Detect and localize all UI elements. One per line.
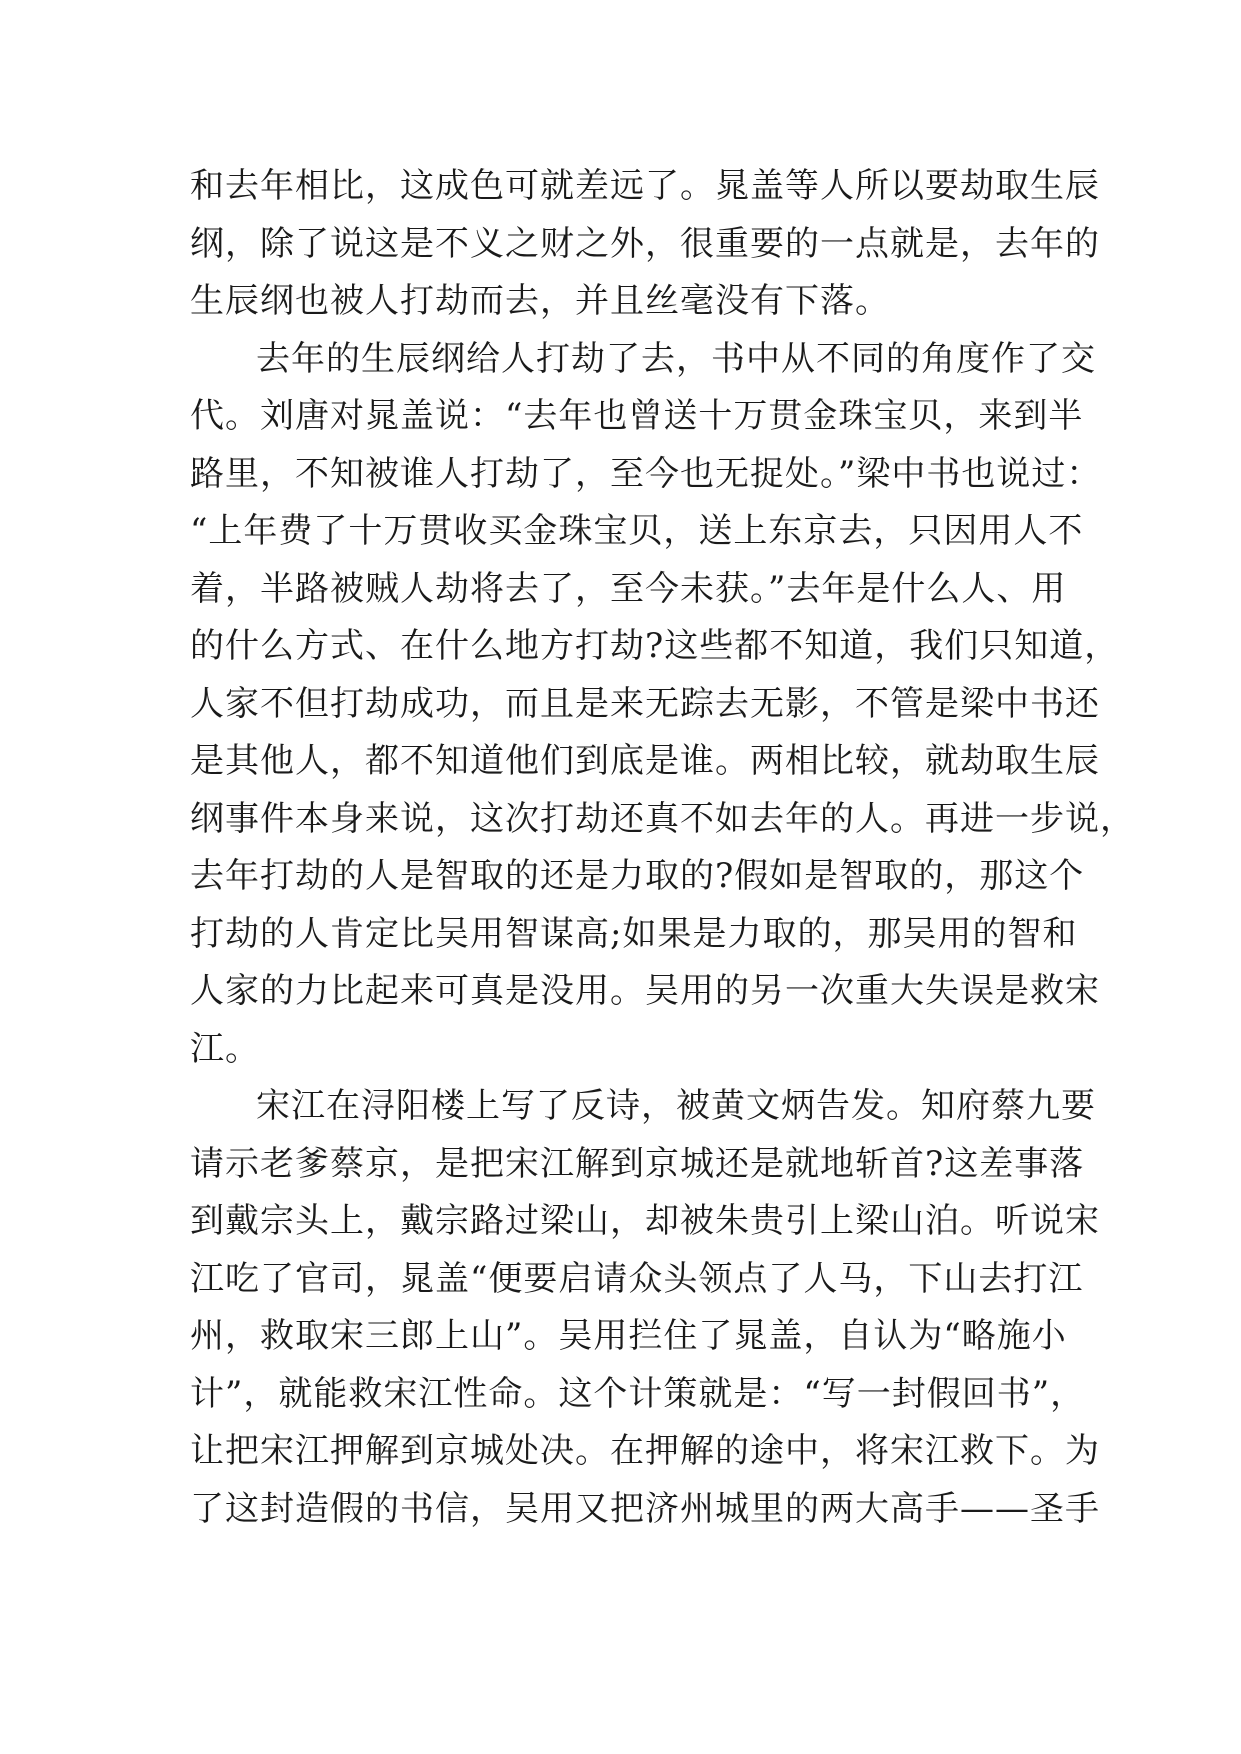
text-line: 去年的生辰纲给人打劫了去，书中从不同的角度作了交 (256, 338, 1096, 379)
text-line: 是其他人，都不知道他们到底是谁。两相比较，就劫取生辰 (190, 741, 1100, 781)
text-line: 江。 (190, 1028, 260, 1069)
text-line: 州，救取宋三郎上山”。吴用拦住了晁盖，自认为“略施小 (190, 1316, 1067, 1356)
text-line: 纲事件本身来说，这次打劫还真不如去年的人。再进一步说， (190, 798, 1135, 839)
text-line: 计”，就能救宋江性命。这个计策就是：“写一封假回书”， (190, 1373, 1086, 1414)
text-line: 江吃了官司，晁盖“便要启请众头领点了人马，下山去打江 (190, 1258, 1084, 1299)
text-line: 打劫的人肯定比吴用智谋高;如果是力取的，那吴用的智和 (190, 913, 1078, 954)
text-line: 和去年相比，这成色可就差远了。晁盖等人所以要劫取生辰 (190, 166, 1100, 206)
text-line: 生辰纲也被人打劫而去，并且丝毫没有下落。 (190, 281, 890, 321)
paragraph-2 (190, 331, 1135, 1079)
text-line: 着，半路被贼人劫将去了，至今未获。”去年是什么人、用 (190, 568, 1067, 609)
text-line: 请示老爹蔡京，是把宋江解到京城还是就地斩首?这差事落 (190, 1143, 1085, 1184)
text-line: 让把宋江押解到京城处决。在押解的途中，将宋江救下。为 (190, 1431, 1100, 1471)
text-line: 的什么方式、在什么地方打劫?这些都不知道，我们只知道， (190, 626, 1120, 666)
paragraph-1 (190, 158, 1100, 331)
document-body (190, 158, 1135, 1538)
text-line: 了这封造假的书信，吴用又把济州城里的两大高手——圣手 (190, 1488, 1100, 1529)
text-line: “上年费了十万贯收买金珠宝贝，送上东京去，只因用人不 (190, 511, 1084, 551)
text-line: 人家不但打劫成功，而且是来无踪去无影，不管是梁中书还 (190, 683, 1100, 724)
text-line: 到戴宗头上，戴宗路过梁山，却被朱贵引上梁山泊。听说宋 (190, 1201, 1100, 1241)
paragraph-3 (190, 1078, 1100, 1538)
text-line: 路里，不知被谁人打劫了，至今也无捉处。”梁中书也说过： (190, 453, 1102, 494)
text-line: 代。刘唐对晁盖说：“去年也曾送十万贯金珠宝贝，来到半 (190, 396, 1084, 436)
text-line: 人家的力比起来可真是没用。吴用的另一次重大失误是救宋 (190, 971, 1100, 1011)
text-line: 去年打劫的人是智取的还是力取的?假如是智取的，那这个 (190, 856, 1085, 896)
text-line: 纲，除了说这是不义之财之外，很重要的一点就是，去年的 (190, 223, 1100, 264)
text-line: 宋江在浔阳楼上写了反诗，被黄文炳告发。知府蔡九要 (256, 1086, 1096, 1126)
